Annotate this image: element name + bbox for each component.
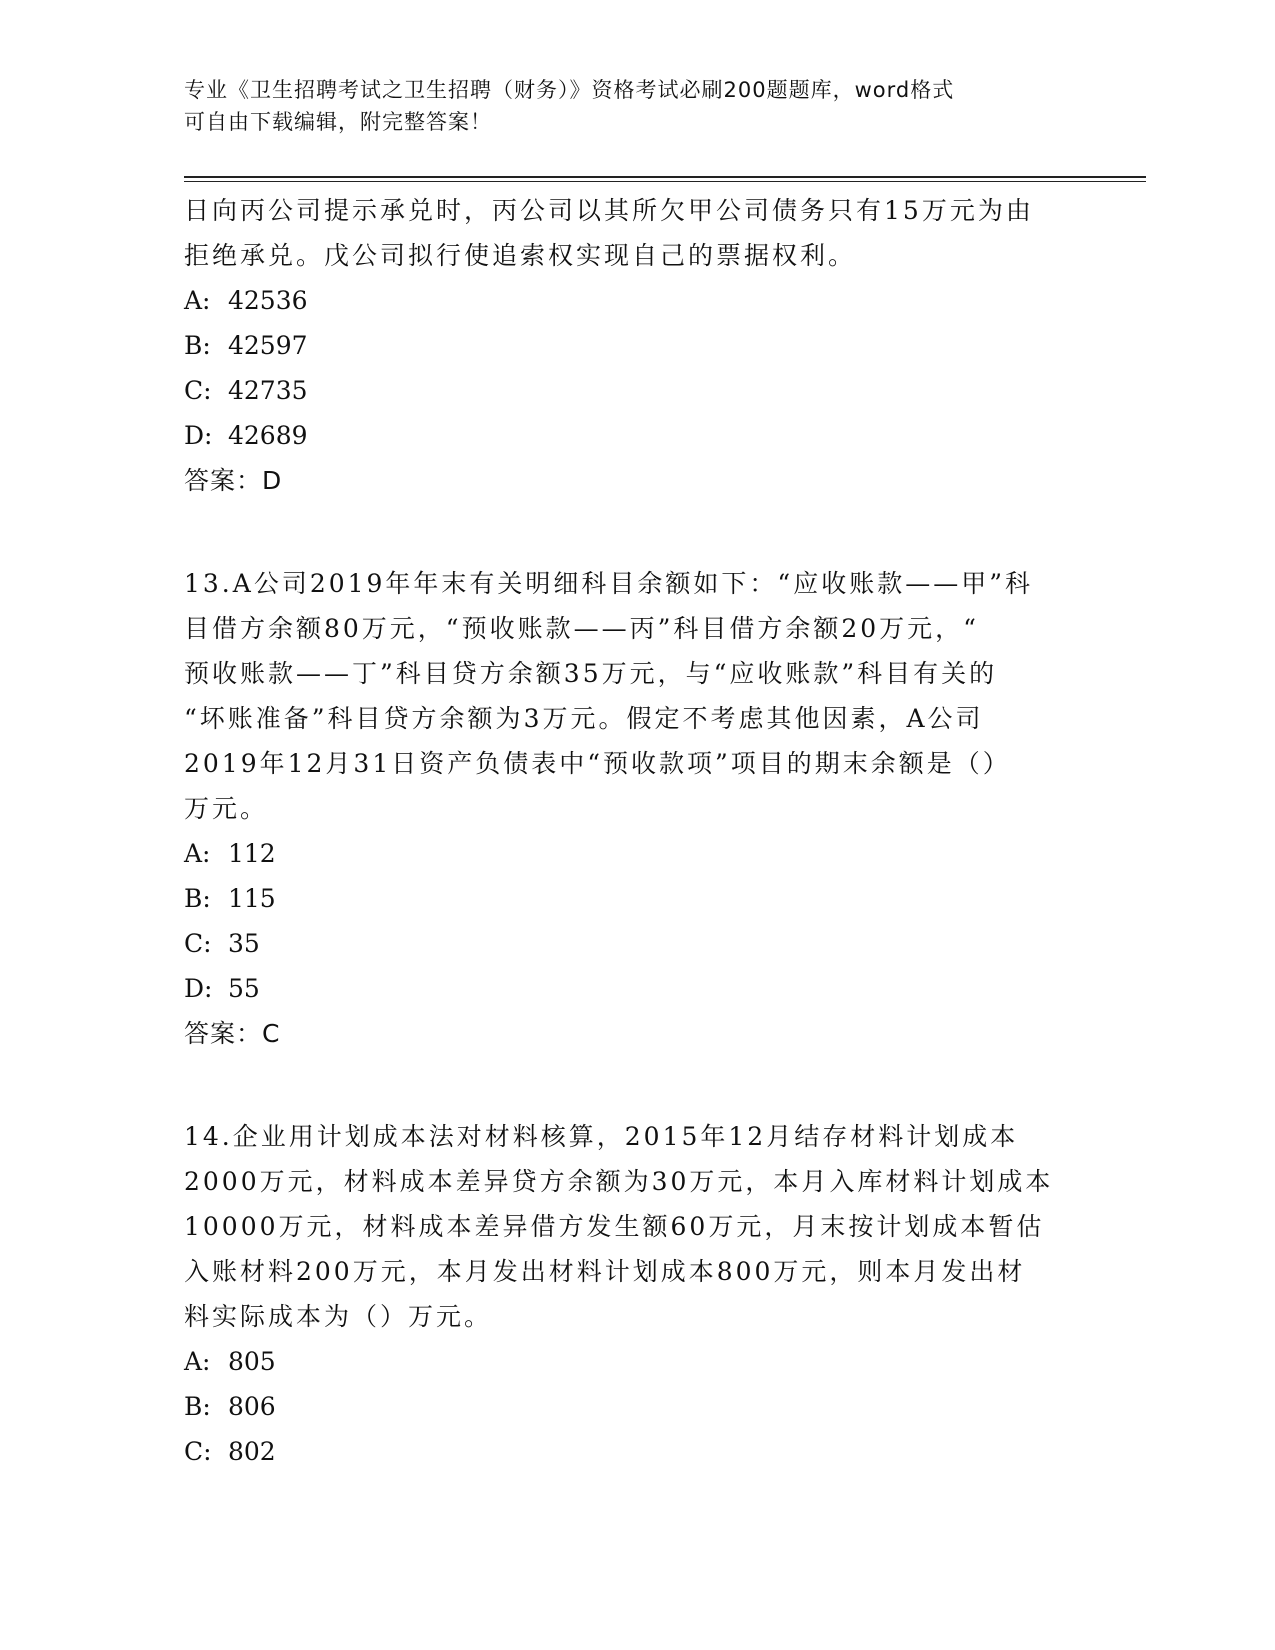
question-text-line: 10000万元，材料成本差异借方发生额60万元，月末按计划成本暂估 xyxy=(184,1212,1045,1241)
option-value: 806 xyxy=(228,1392,276,1421)
question-text-line: 14.企业用计划成本法对材料核算，2015年12月结存材料计划成本 xyxy=(184,1122,1019,1151)
question-13 xyxy=(184,561,1084,1056)
option-c xyxy=(184,368,1084,413)
option-value: 42597 xyxy=(228,331,308,360)
header-title-line-2: 可自由下载编辑，附完整答案！ xyxy=(184,110,492,134)
question-text-line: 2019年12月31日资产负债表中“预收款项”项目的期末余额是（） xyxy=(184,749,1011,778)
option-b xyxy=(184,1384,1084,1429)
option-c xyxy=(184,1429,1084,1474)
option-value: 35 xyxy=(228,929,260,958)
option-d xyxy=(184,966,1084,1011)
question-text-line: 13.A公司2019年年末有关明细科目余额如下：“应收账款——甲”科 xyxy=(184,569,1033,598)
header-title-line-1: 专业《卫生招聘考试之卫生招聘（财务）》资格考试必刷200题题库，word格式 xyxy=(184,78,955,102)
option-label: A: xyxy=(184,286,211,315)
option-value: 802 xyxy=(228,1437,276,1466)
option-a xyxy=(184,278,1084,323)
option-value: 42689 xyxy=(228,421,308,450)
question-text-line: 入账材料200万元，本月发出材料计划成本800万元，则本月发出材 xyxy=(184,1257,1026,1286)
question-text-line: 目借方余额80万元，“预收账款——丙”科目借方余额20万元，“ xyxy=(184,614,979,643)
option-d xyxy=(184,413,1084,458)
option-label: B: xyxy=(184,1392,211,1421)
option-value: 115 xyxy=(228,884,276,913)
option-label: B: xyxy=(184,884,211,913)
option-value: 805 xyxy=(228,1347,276,1376)
option-label: A: xyxy=(184,1347,211,1376)
answer-line: 答案：C xyxy=(184,1019,281,1048)
option-c xyxy=(184,921,1084,966)
option-label: A: xyxy=(184,839,211,868)
header-divider-thick xyxy=(184,176,1146,178)
question-text-line: 万元。 xyxy=(184,794,269,823)
question-12-continued xyxy=(184,188,1084,503)
option-b xyxy=(184,876,1084,921)
option-label: D: xyxy=(184,421,213,450)
question-text-line: 料实际成本为（）万元。 xyxy=(184,1302,493,1331)
option-value: 42536 xyxy=(228,286,308,315)
question-text-line: 日向丙公司提示承兑时，丙公司以其所欠甲公司债务只有15万元为由 xyxy=(184,196,1034,225)
answer-line: 答案：D xyxy=(184,466,283,495)
option-label: C: xyxy=(184,376,212,405)
option-value: 42735 xyxy=(228,376,308,405)
option-b xyxy=(184,323,1084,368)
option-value: 112 xyxy=(228,839,276,868)
document-header xyxy=(184,74,1064,138)
option-label: D: xyxy=(184,974,213,1003)
option-label: C: xyxy=(184,929,212,958)
option-a xyxy=(184,1339,1084,1384)
option-a xyxy=(184,831,1084,876)
option-label: B: xyxy=(184,331,211,360)
option-value: 55 xyxy=(228,974,260,1003)
question-text-line: 预收账款——丁”科目贷方余额35万元，与“应收账款”科目有关的 xyxy=(184,659,998,688)
option-label: C: xyxy=(184,1437,212,1466)
question-text-line: “坏账准备”科目贷方余额为3万元。假定不考虑其他因素，A公司 xyxy=(184,704,984,733)
header-divider-thin xyxy=(184,181,1146,182)
document-body xyxy=(184,188,1084,1474)
question-14 xyxy=(184,1114,1084,1474)
question-text-line: 2000万元，材料成本差异贷方余额为30万元，本月入库材料计划成本 xyxy=(184,1167,1054,1196)
question-text-line: 拒绝承兑。戊公司拟行使追索权实现自己的票据权利。 xyxy=(184,241,857,270)
